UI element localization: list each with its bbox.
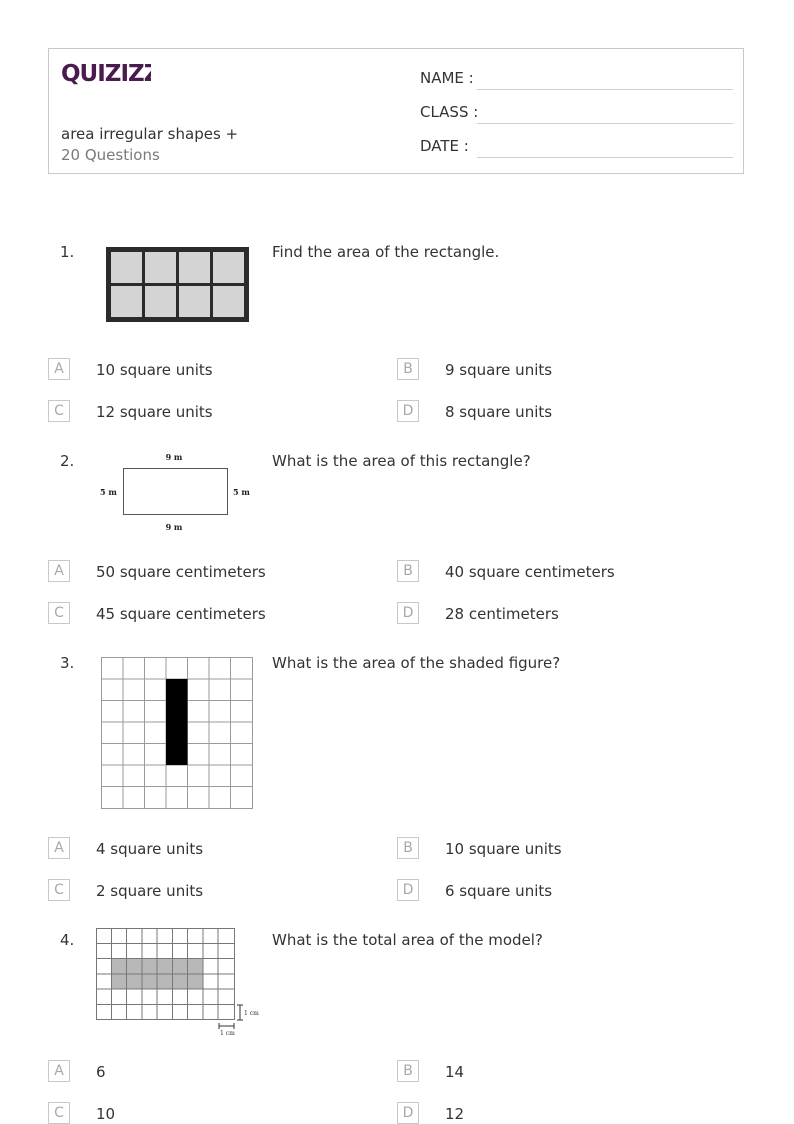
right-label: 5 m: [233, 487, 250, 497]
date-line[interactable]: [477, 157, 733, 158]
area-model-figure: [95, 927, 260, 1037]
left-label: 5 m: [100, 487, 117, 497]
option-text: 10: [96, 1105, 116, 1123]
question-number: 2.: [60, 452, 75, 470]
option-text: 50 square centimeters: [96, 563, 266, 581]
option-text: 28 centimeters: [445, 605, 559, 623]
option-letter[interactable]: B: [397, 837, 419, 859]
option-text: 4 square units: [96, 840, 204, 858]
question-count: 20 Questions: [61, 146, 160, 164]
option-letter[interactable]: D: [397, 602, 419, 624]
height-unit-label: 1 cm: [244, 1010, 259, 1017]
top-label: 9 m: [165, 452, 183, 462]
option-text: 6 square units: [445, 882, 553, 900]
option-text: 8 square units: [445, 403, 553, 421]
question-number: 1.: [60, 243, 75, 261]
option-letter[interactable]: D: [397, 400, 419, 422]
name-label: NAME :: [420, 69, 474, 87]
worksheet-title: area irregular shapes +: [61, 125, 239, 143]
option-letter[interactable]: B: [397, 560, 419, 582]
shaded-grid-figure: [100, 656, 255, 810]
option-text: 12: [445, 1105, 465, 1123]
option-letter[interactable]: C: [48, 400, 70, 422]
option-letter[interactable]: D: [397, 1102, 419, 1124]
class-label: CLASS :: [420, 103, 479, 121]
option-text: 6: [96, 1063, 106, 1081]
option-text: 14: [445, 1063, 465, 1081]
date-label: DATE :: [420, 137, 469, 155]
width-unit-label: 1 cm: [220, 1030, 235, 1037]
svg-text:QUIZIZZ: QUIZIZZ: [61, 61, 151, 87]
option-text: 9 square units: [445, 361, 553, 379]
question-prompt: What is the total area of the model?: [272, 931, 543, 949]
question-prompt: What is the area of this rectangle?: [272, 452, 531, 470]
worksheet-header: [48, 48, 744, 174]
question-prompt: What is the area of the shaded figure?: [272, 654, 561, 672]
option-letter[interactable]: A: [48, 358, 70, 380]
option-letter[interactable]: C: [48, 602, 70, 624]
bottom-label: 9 m: [165, 522, 183, 532]
option-text: 12 square units: [96, 403, 213, 421]
option-letter[interactable]: A: [48, 560, 70, 582]
name-line[interactable]: [477, 89, 733, 90]
class-line[interactable]: [477, 123, 733, 124]
quizizz-logo: [61, 59, 151, 87]
option-letter[interactable]: A: [48, 1060, 70, 1082]
quizizz-logo-mark: [61, 59, 151, 87]
option-letter[interactable]: B: [397, 358, 419, 380]
option-text: 10 square units: [445, 840, 562, 858]
labeled-rectangle-figure: [96, 450, 252, 536]
option-letter[interactable]: A: [48, 837, 70, 859]
option-text: 45 square centimeters: [96, 605, 266, 623]
option-letter[interactable]: C: [48, 1102, 70, 1124]
question-prompt: Find the area of the rectangle.: [272, 243, 500, 261]
option-letter[interactable]: D: [397, 879, 419, 901]
question-number: 3.: [60, 654, 75, 672]
rectangle-grid-figure: [106, 247, 250, 323]
option-text: 2 square units: [96, 882, 204, 900]
option-text: 10 square units: [96, 361, 213, 379]
option-letter[interactable]: C: [48, 879, 70, 901]
option-text: 40 square centimeters: [445, 563, 615, 581]
question-number: 4.: [60, 931, 75, 949]
option-letter[interactable]: B: [397, 1060, 419, 1082]
